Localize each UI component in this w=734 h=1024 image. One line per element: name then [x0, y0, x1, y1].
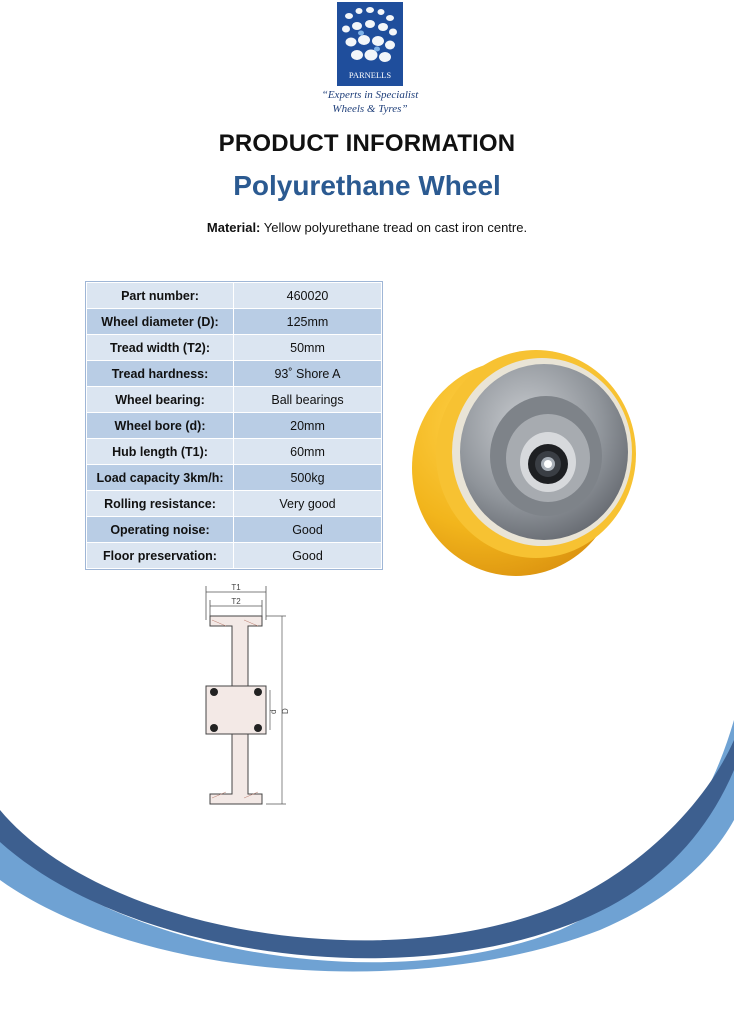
spec-row: [87, 413, 382, 439]
spec-label: Tread hardness:: [87, 361, 234, 387]
spec-value: 93˚ Shore A: [234, 361, 382, 387]
page-heading: PRODUCT INFORMATION: [218, 130, 516, 157]
spec-row: [87, 465, 382, 491]
label-t2: T2: [231, 597, 241, 606]
label-bore: d: [269, 709, 278, 714]
spec-label: Wheel bearing:: [87, 387, 234, 413]
spec-row: [87, 387, 382, 413]
spec-value: 125mm: [234, 309, 382, 335]
spec-table: [86, 282, 382, 569]
material-line: [0, 220, 734, 235]
spec-value: Ball bearings: [234, 387, 382, 413]
spec-value: 60mm: [234, 439, 382, 465]
spec-row: [87, 543, 382, 569]
spec-label: Load capacity 3km/h:: [87, 465, 234, 491]
spec-label: Part number:: [87, 283, 234, 309]
spec-value: Good: [234, 517, 382, 543]
spec-label: Floor preservation:: [87, 543, 234, 569]
tagline-line-1: “Experts in Specialist: [321, 89, 419, 101]
spec-label: Wheel bore (d):: [87, 413, 234, 439]
label-t1: T1: [231, 583, 241, 592]
spec-label: Tread width (T2):: [87, 335, 234, 361]
spec-row: [87, 517, 382, 543]
spec-row: [87, 335, 382, 361]
spec-row: [87, 309, 382, 335]
spec-value: 500kg: [234, 465, 382, 491]
spec-row: [87, 491, 382, 517]
spec-row: [87, 361, 382, 387]
brand-tagline: [300, 88, 440, 116]
spec-row: [87, 439, 382, 465]
spec-row: [87, 283, 382, 309]
material-value: Yellow polyurethane tread on cast iron centre.: [263, 220, 528, 235]
label-diameter: D: [281, 708, 290, 714]
spec-value: 20mm: [234, 413, 382, 439]
spec-label: Hub length (T1):: [87, 439, 234, 465]
brand-name: PARNELLS: [348, 70, 392, 80]
parnells-logo: [337, 2, 403, 86]
product-name: Polyurethane Wheel: [233, 170, 501, 201]
tagline-line-2: Wheels & Tyres”: [332, 103, 408, 115]
spec-value: Good: [234, 543, 382, 569]
spec-value: Very good: [234, 491, 382, 517]
spec-value: 460020: [234, 283, 382, 309]
spec-label: Wheel diameter (D):: [87, 309, 234, 335]
wheel-photo: [408, 338, 640, 580]
decorative-swoosh: [0, 700, 734, 1024]
spec-label: Rolling resistance:: [87, 491, 234, 517]
spec-value: 50mm: [234, 335, 382, 361]
spec-label: Operating noise:: [87, 517, 234, 543]
material-label: Material:: [206, 220, 261, 235]
